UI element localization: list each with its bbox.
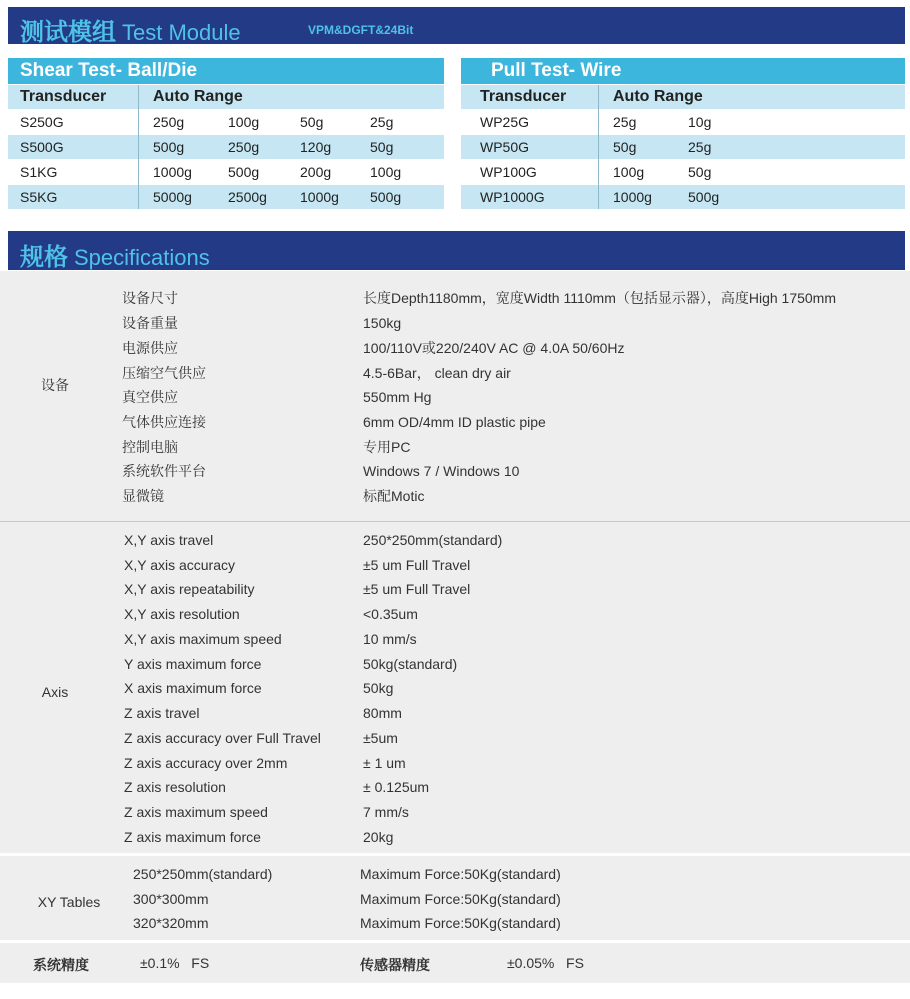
range-value: 250g [153, 114, 185, 130]
spec-key: Z axis accuracy over 2mm [124, 755, 288, 771]
range-value: 50g [613, 139, 637, 155]
spec-value: 标配Motic [363, 488, 425, 504]
transducer-name: WP1000G [480, 189, 545, 205]
range-value: 100g [370, 164, 402, 180]
spec-key: X,Y axis resolution [124, 606, 240, 622]
system-precision-value: ±0.1% FS [140, 955, 210, 971]
equipment-section [0, 271, 910, 521]
range-value: 500g [688, 189, 720, 205]
spec-key: X axis maximum force [124, 680, 262, 696]
pull-test-table [461, 58, 905, 209]
spec-value: <0.35um [363, 606, 418, 622]
spec-key: 设备重量 [122, 315, 178, 331]
column-divider [598, 85, 599, 209]
spec-value: 50kg [363, 680, 394, 696]
spec-value: 50kg(standard) [363, 656, 458, 672]
axis-section [0, 522, 910, 853]
spec-title-en: Specifications [74, 245, 210, 270]
spec-key: 显微镜 [122, 488, 164, 504]
transducer-name: WP100G [480, 164, 537, 180]
table-row [461, 110, 905, 134]
spec-row [110, 336, 910, 360]
sensor-precision-label: 传感器精度 [360, 957, 430, 973]
range-value: 250g [228, 139, 260, 155]
spec-key: Y axis maximum force [124, 656, 262, 672]
spec-value: ±5 um Full Travel [363, 557, 471, 573]
spec-value: 250*250mm(standard) [363, 532, 503, 548]
table-row [8, 160, 444, 184]
spec-key: 设备尺寸 [122, 290, 178, 306]
model-tag: VPM&DGFT&24Bit [308, 23, 414, 37]
spec-key: 压缩空气供应 [122, 365, 206, 381]
spec-row [110, 553, 910, 577]
spec-row [110, 887, 910, 911]
xy-table-force: Maximum Force:50Kg(standard) [360, 891, 561, 907]
transducer-name: WP50G [480, 139, 530, 155]
system-precision-label: 系统精度 [33, 957, 89, 973]
range-value: 120g [300, 139, 332, 155]
pull-col-header [461, 85, 905, 109]
xy-tables-section [0, 856, 910, 940]
transducer-name: S250G [20, 114, 64, 130]
xy-table-size: 320*320mm [133, 915, 209, 931]
table-row [8, 135, 444, 159]
range-value: 500g [228, 164, 260, 180]
spec-key: 真空供应 [122, 389, 178, 405]
spec-key: Z axis travel [124, 705, 200, 721]
table-row [8, 185, 444, 209]
table-row [461, 160, 905, 184]
spec-value: 80mm [363, 705, 402, 721]
range-value: 50g [688, 164, 712, 180]
column-divider [138, 85, 139, 209]
spec-key: 气体供应连接 [122, 414, 206, 430]
range-value: 1000g [613, 189, 652, 205]
range-value: 500g [153, 139, 185, 155]
spec-key: X,Y axis maximum speed [124, 631, 282, 647]
range-value: 100g [228, 114, 260, 130]
spec-row [110, 726, 910, 750]
spec-value: 6mm OD/4mm ID plastic pipe [363, 414, 546, 430]
axis-label: Axis [41, 684, 69, 700]
range-value: 2500g [228, 189, 267, 205]
xy-table-size: 300*300mm [133, 891, 209, 907]
spec-row [110, 528, 910, 552]
spec-value: Windows 7 / Windows 10 [363, 463, 520, 479]
range-value: 200g [300, 164, 332, 180]
spec-value: 长度Depth1180mm，宽度Width 1110mm（包括显示器），高度High 1750mm [363, 290, 837, 306]
spec-row [110, 627, 910, 651]
table-row [461, 135, 905, 159]
col-transducer: Transducer [480, 88, 567, 105]
specifications-header [8, 231, 905, 270]
equipment-label: 设备 [41, 377, 69, 393]
spec-row [110, 484, 910, 508]
spec-row [110, 862, 910, 886]
sensor-precision-value: ±0.05% FS [507, 955, 584, 971]
transducer-name: WP25G [480, 114, 530, 130]
shear-test-title: Shear Test- Ball/Die [8, 58, 444, 84]
spec-row [110, 751, 910, 775]
spec-row [110, 577, 910, 601]
spec-key: X,Y axis travel [124, 532, 214, 548]
spec-value: 20kg [363, 829, 394, 845]
test-module-title [20, 12, 241, 47]
pull-test-title: Pull Test- Wire [461, 58, 905, 84]
spec-row [110, 701, 910, 725]
test-module-header [8, 7, 905, 44]
range-value: 1000g [300, 189, 339, 205]
spec-key: 电源供应 [122, 340, 178, 356]
spec-row [110, 676, 910, 700]
spec-row [110, 410, 910, 434]
col-auto-range: Auto Range [613, 88, 703, 105]
spec-row [110, 311, 910, 335]
title-en: Test Module [122, 20, 241, 45]
spec-key: Z axis accuracy over Full Travel [124, 730, 321, 746]
spec-row [110, 286, 910, 310]
table-row [461, 185, 905, 209]
spec-row [110, 800, 910, 824]
spec-row [110, 602, 910, 626]
col-auto-range: Auto Range [153, 88, 243, 105]
spec-key: Z axis maximum force [124, 829, 261, 845]
range-value: 50g [370, 139, 394, 155]
spec-value: ±5 um Full Travel [363, 581, 471, 597]
precision-section [0, 943, 910, 983]
spec-key: 控制电脑 [122, 439, 178, 455]
spec-value: 7 mm/s [363, 804, 409, 820]
spec-value: ± 1 um [363, 755, 406, 771]
spec-row [110, 385, 910, 409]
spec-key: 系统软件平台 [122, 463, 206, 479]
spec-value: 150kg [363, 315, 402, 331]
transducer-name: S500G [20, 139, 64, 155]
spec-value: 10 mm/s [363, 631, 417, 647]
spec-value: ± 0.125um [363, 779, 430, 795]
col-transducer: Transducer [20, 88, 107, 105]
xy-tables-label: XY Tables [37, 894, 101, 910]
spec-value: 4.5-6Bar， clean dry air [363, 365, 511, 381]
xy-table-size: 250*250mm(standard) [133, 866, 273, 882]
xy-table-force: Maximum Force:50Kg(standard) [360, 866, 561, 882]
transducer-name: S5KG [20, 189, 58, 205]
transducer-name: S1KG [20, 164, 58, 180]
shear-test-table [8, 58, 444, 209]
spec-row [110, 459, 910, 483]
spec-key: Z axis resolution [124, 779, 226, 795]
specifications-title [20, 237, 210, 272]
spec-title-cn: 规格 [20, 244, 68, 271]
shear-col-header [8, 85, 444, 109]
spec-row [110, 435, 910, 459]
spec-value: 专用PC [363, 439, 411, 455]
xy-table-force: Maximum Force:50Kg(standard) [360, 915, 561, 931]
range-value: 10g [688, 114, 712, 130]
range-value: 25g [613, 114, 637, 130]
range-value: 25g [688, 139, 712, 155]
range-value: 25g [370, 114, 394, 130]
table-row [8, 110, 444, 134]
range-value: 500g [370, 189, 402, 205]
title-cn: 测试模组 [20, 19, 116, 46]
range-value: 5000g [153, 189, 192, 205]
spec-value: ±5um [363, 730, 398, 746]
spec-row [110, 775, 910, 799]
range-value: 50g [300, 114, 324, 130]
spec-key: X,Y axis accuracy [124, 557, 236, 573]
spec-key: X,Y axis repeatability [124, 581, 255, 597]
spec-row [110, 361, 910, 385]
spec-value: 100/110V或220/240V AC @ 4.0A 50/60Hz [363, 340, 625, 356]
spec-value: 550mm Hg [363, 389, 432, 405]
range-value: 100g [613, 164, 645, 180]
spec-row [110, 911, 910, 935]
range-value: 1000g [153, 164, 192, 180]
equipment-label-cell [0, 271, 110, 521]
spec-key: Z axis maximum speed [124, 804, 268, 820]
spec-row [110, 825, 910, 849]
spec-row [110, 652, 910, 676]
